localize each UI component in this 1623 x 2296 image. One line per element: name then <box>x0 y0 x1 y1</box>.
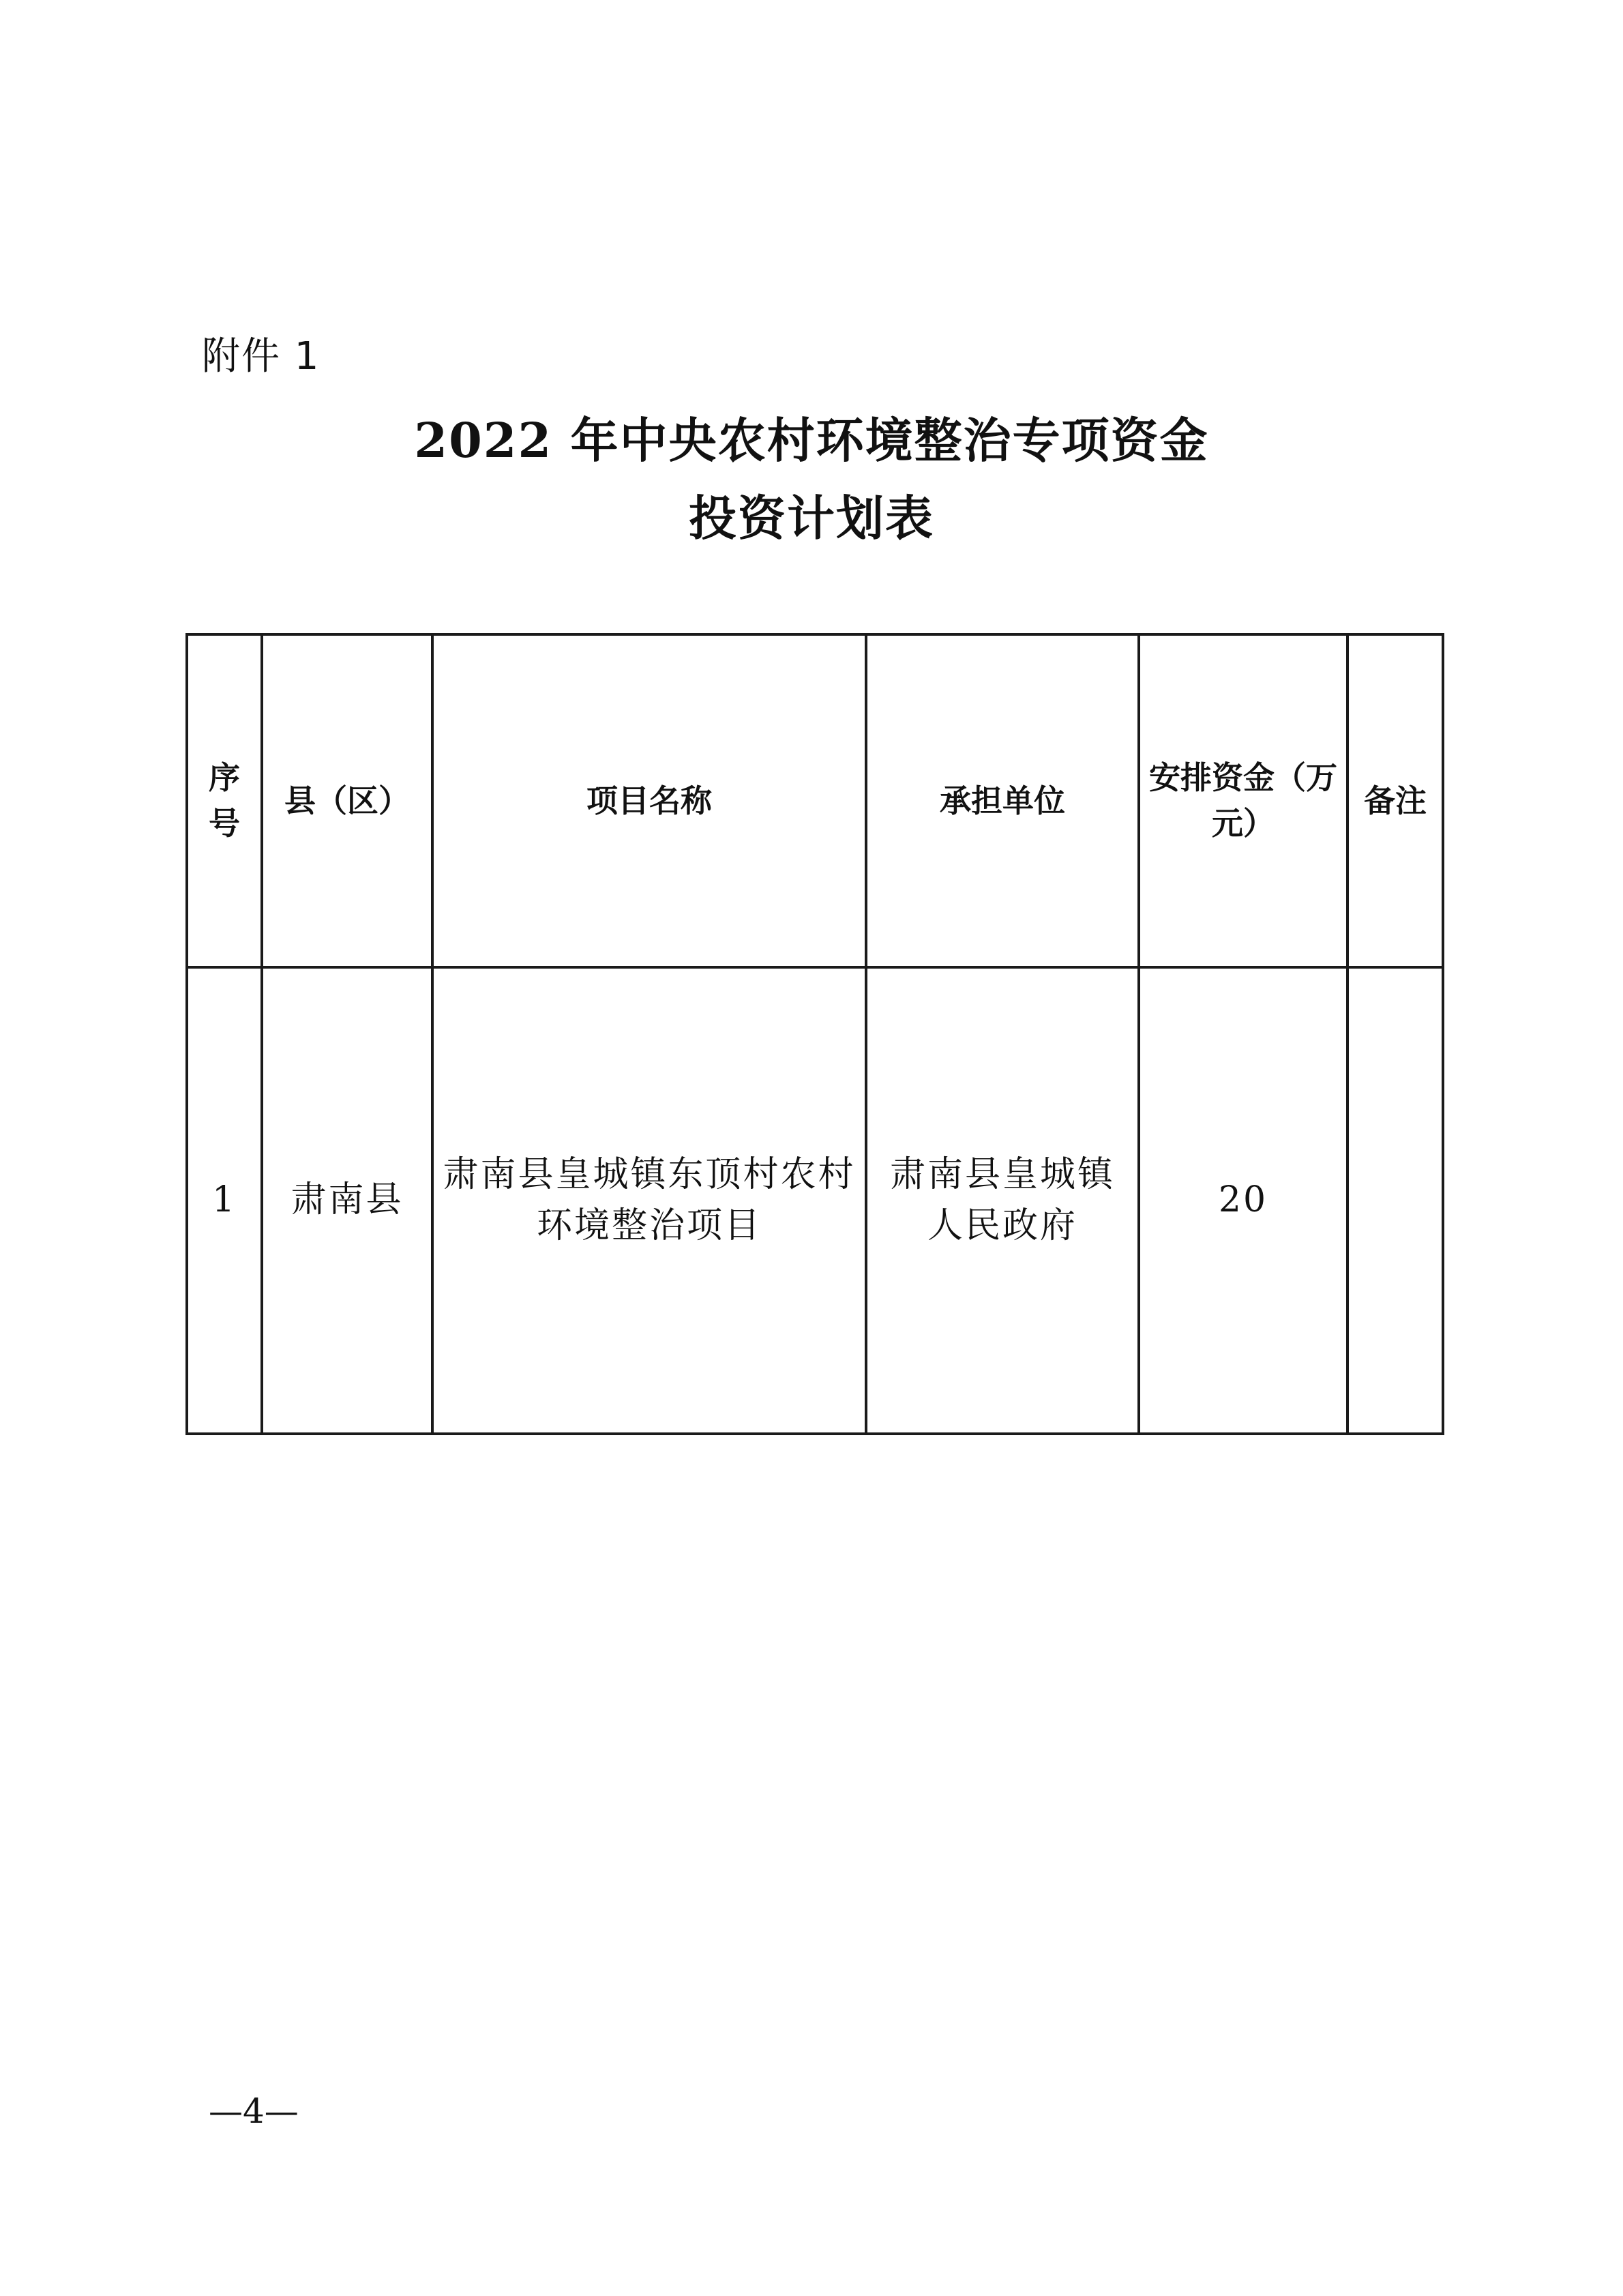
cell-remarks <box>1347 967 1443 1434</box>
cell-project-name: 肃南县皇城镇东顶村农村环境整治项目 <box>432 967 866 1434</box>
document-title-line-1: 2022 年中央农村环境整治专项资金 <box>414 412 1209 469</box>
table-header-row <box>187 634 1443 967</box>
header-county: 县（区） <box>262 634 432 967</box>
header-seq: 序号 <box>187 634 262 967</box>
attachment-label: 附件 1 <box>202 334 321 379</box>
header-responsible-unit: 承担单位 <box>866 634 1139 967</box>
page-number: —4— <box>209 2091 299 2131</box>
document-title-line-2: 投资计划表 <box>689 490 934 546</box>
cell-allocated-funds: 20 <box>1139 967 1347 1434</box>
cell-responsible-unit: 肃南县皇城镇人民政府 <box>866 967 1139 1434</box>
cell-county: 肃南县 <box>262 967 432 1434</box>
header-remarks: 备注 <box>1347 634 1443 967</box>
header-project-name: 项目名称 <box>432 634 866 967</box>
investment-plan-table <box>185 633 1444 1435</box>
header-allocated-funds: 安排资金（万元） <box>1139 634 1347 967</box>
cell-seq: 1 <box>187 967 262 1434</box>
table-row <box>187 967 1443 1434</box>
